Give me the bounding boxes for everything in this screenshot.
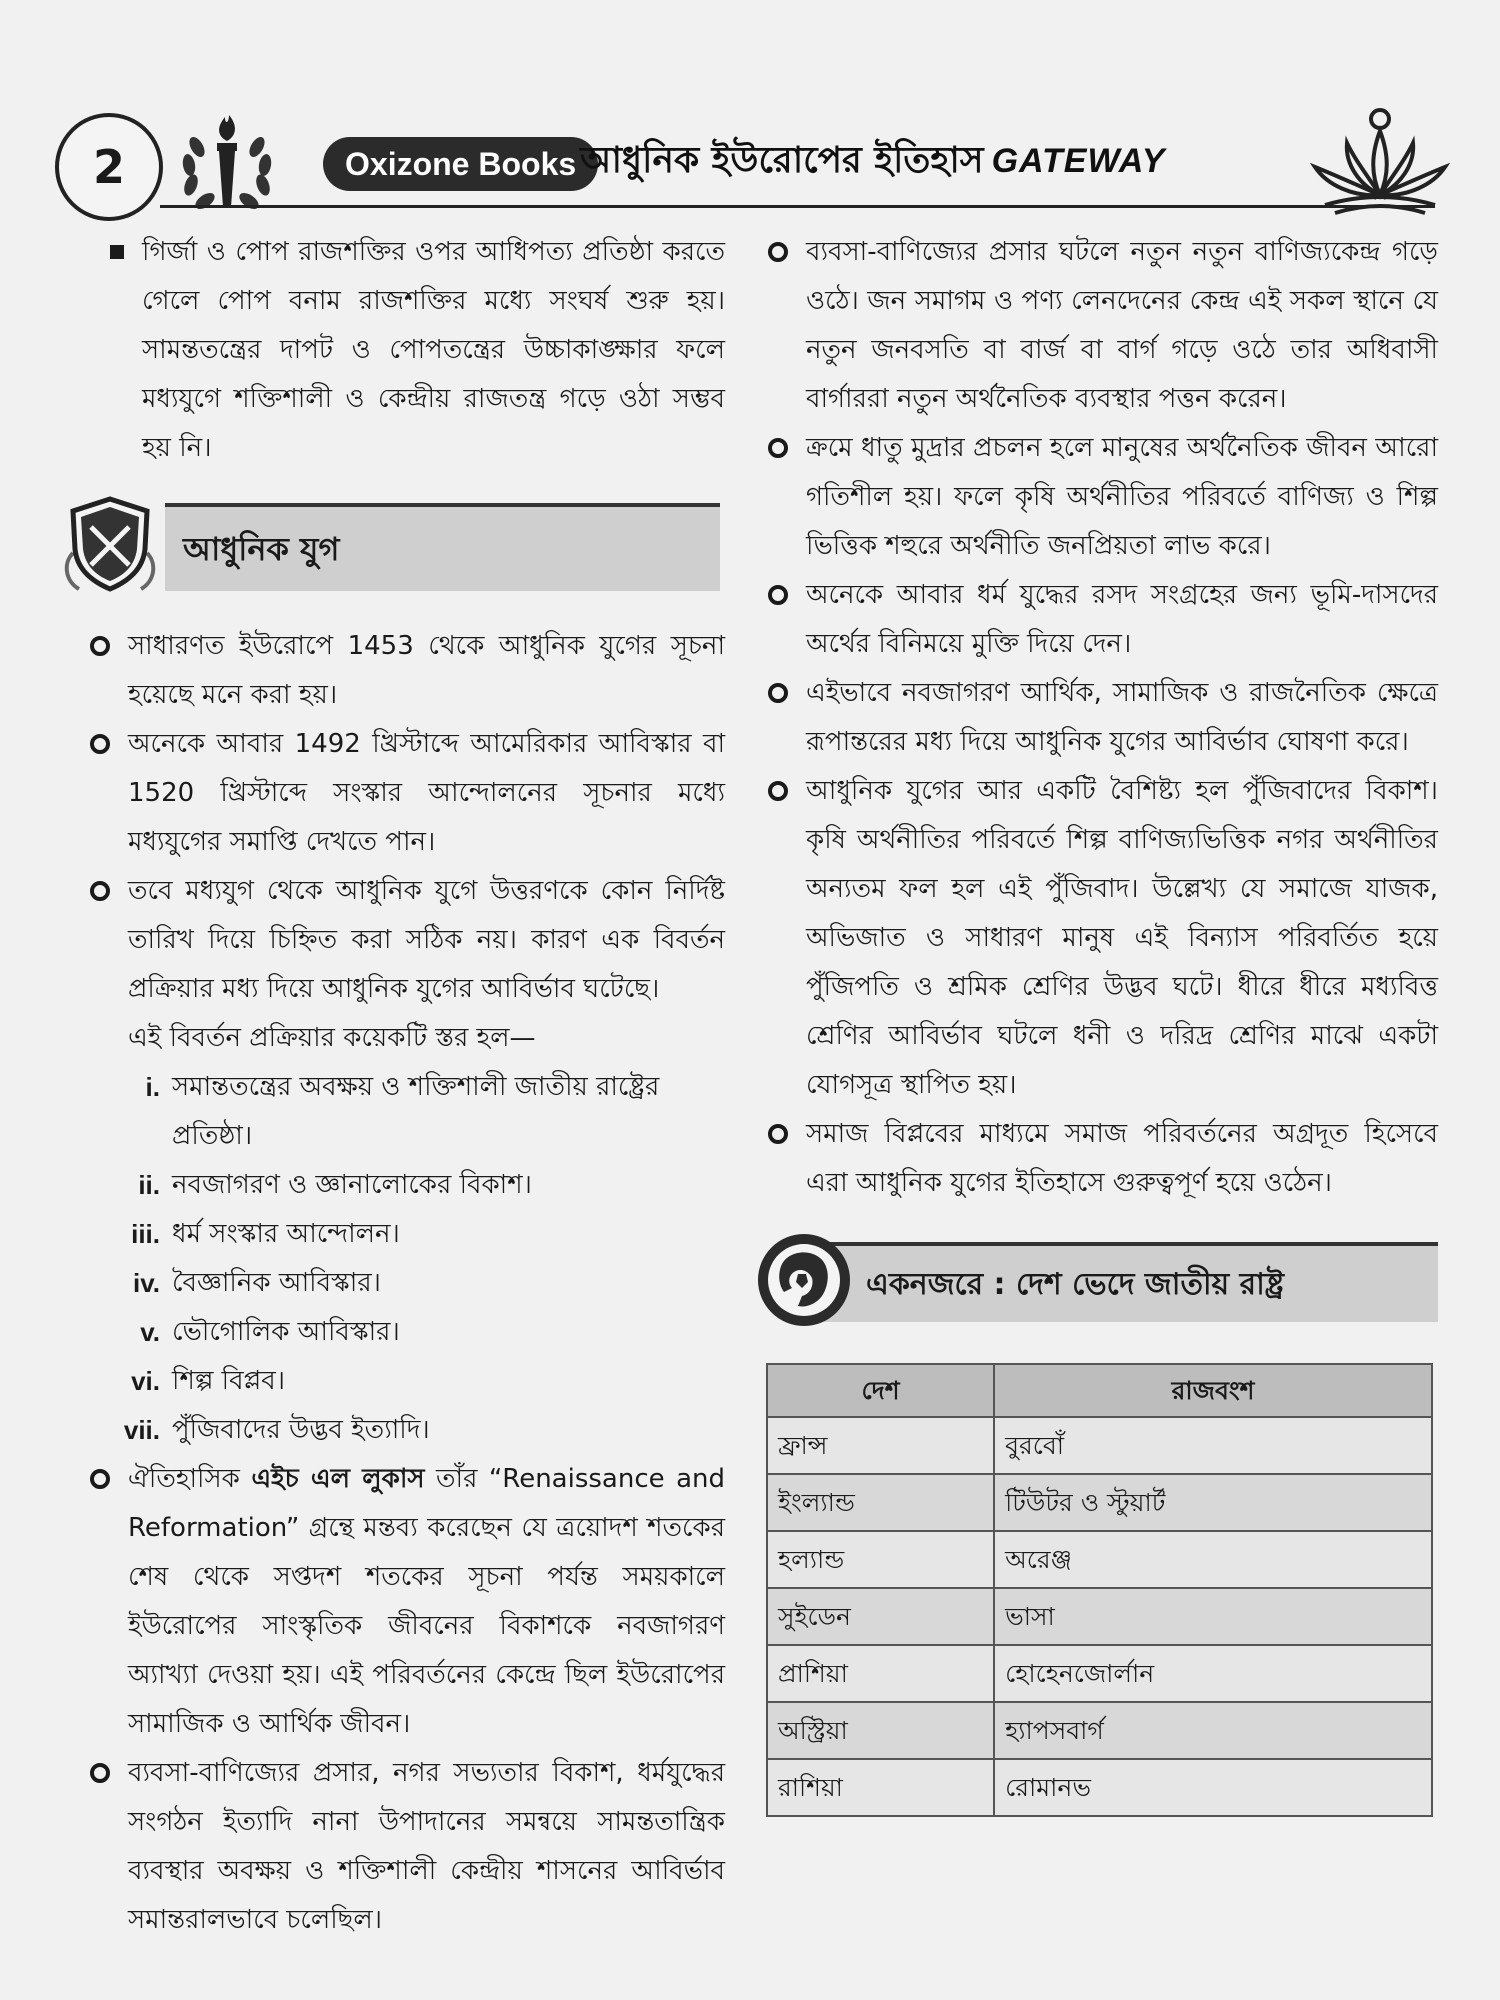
table-cell-country: প্রাশিয়া [767,1645,994,1702]
table-cell-country: সুইডেন [767,1588,994,1645]
left-para-2 [90,720,725,867]
table-row [767,1702,1432,1759]
left-para-3 [90,867,725,1014]
stage-number: iv. [133,1268,160,1298]
table-cell-dynasty: ভাসা [994,1588,1432,1645]
table-header-dynasty: রাজবংশ [994,1364,1432,1417]
stage-item [90,1357,725,1406]
stage-number: v. [140,1317,160,1347]
ring-bullet-icon [90,636,110,656]
table-row [767,1474,1432,1531]
stage-number: ii. [138,1170,160,1200]
ring-bullet-icon [90,1763,110,1783]
table-row [767,1759,1432,1816]
table-cell-country: ইংল্যান্ড [767,1474,994,1531]
box-title-bar [818,1242,1438,1322]
ring-bullet-icon [768,438,788,458]
book-title-suffix: GATEWAY [991,142,1166,180]
left-para-4-lead: ঐতিহাসিক [128,1464,252,1494]
ring-bullet-icon [768,781,788,801]
ring-bullet-icon [768,1124,788,1144]
left-para-5-text: ব্যবসা-বাণিজ্যের প্রসার, নগর সভ্যতার বিকাশ, ধর্মযুদ্ধের সংগঠন ইত্যাদি নানা উপাদানের সমন্বয়ে সামন্ততান্ত্রিক ব্যবস্থার অবক্ষয় ও শক্তিশালী কেন্দ্রীয় শাসনের আবির্ভাব সমান্তরালভাবে চলেছিল। [128,1758,725,1935]
stage-number: vi. [131,1366,160,1396]
stage-item [90,1063,725,1161]
table-cell-country: রাশিয়া [767,1759,994,1816]
table-header-row [767,1364,1432,1417]
intro-bullet [90,228,725,473]
table-cell-dynasty: হোহেনজোর্লান [994,1645,1432,1702]
intro-bullet-text: গির্জা ও পোপ রাজশক্তির ওপর আধিপত্য প্রতিষ্ঠা করতে গেলে পোপ বনাম রাজশক্তির মধ্যে সংঘর্ষ শুরু হয়। সামন্ততন্ত্রের দাপট ও পোপতন্ত্রের উচ্চাকাঙ্ক্ষার ফলে মধ্যযুগে শক্তিশালী ও কেন্দ্রীয় রাজতন্ত্র গড়ে ওঠা সম্ভব হয় নি। [142,237,725,463]
table-header-country: দেশ [767,1364,994,1417]
left-column [90,228,725,1945]
table-cell-dynasty: টিউটর ও স্টুয়ার্ট [994,1474,1432,1531]
left-para-1-text: সাধারণত ইউরোপে 1453 থেকে আধুনিক যুগের সূচনা হয়েছে মনে করা হয়। [128,631,725,710]
table-cell-country: হল্যান্ড [767,1531,994,1588]
shield-swords-icon [55,493,165,598]
stage-item [90,1210,725,1259]
stages-intro: এই বিবর্তন প্রক্রিয়ার কয়েকটি স্তর হল— [128,1023,536,1053]
box-title: একনজরে : দেশ ভেদে জাতীয় রাষ্ট্র [866,1266,1284,1302]
ring-bullet-icon [90,1469,110,1489]
right-para-1-text: ব্যবসা-বাণিজ্যের প্রসার ঘটলে নতুন নতুন বাণিজ্যকেন্দ্র গড়ে ওঠে। জন সমাগম ও পণ্য লেনদেনের কেন্দ্র এই সকল স্থানে যে নতুন জনবসতি বা বার্জ বা বার্গ গড়ে ওঠে তার অধিবাসী বার্গাররা নতুন অর্থনৈতিক ব্যবস্থার পত্তন করেন। [806,237,1438,414]
stage-text: সমান্ততন্ত্রের অবক্ষয় ও শক্তিশালী জাতীয় রাষ্ট্রের প্রতিষ্ঠা। [172,1072,660,1151]
stage-text: ধর্ম সংস্কার আন্দোলন। [172,1219,400,1249]
book-title-text: আধুনিক ইউরোপের ইতিহাস [580,140,984,181]
page-number: 2 [55,113,163,221]
torch-laurel-icon [167,107,287,217]
table-row [767,1417,1432,1474]
right-para-5 [768,767,1438,1110]
book-title [580,133,1165,193]
table-row [767,1588,1432,1645]
ring-bullet-icon [768,683,788,703]
square-bullet-icon [110,245,124,259]
right-para-2-text: ক্রমে ধাতু মুদ্রার প্রচলন হলে মানুষের অর্থনৈতিক জীবন আরো গতিশীল হয়। ফলে কৃষি অর্থনীতির পরিবর্তে বাণিজ্য ও শিল্প ভিত্তিক শহুরে অর্থনীতি জনপ্রিয়তা লাভ করে। [806,433,1438,561]
stage-text: নবজাগরণ ও জ্ঞানালোকের বিকাশ। [172,1170,532,1200]
stage-number: i. [145,1072,160,1102]
right-para-6-text: সমাজ বিপ্লবের মাধ্যমে সমাজ পরিবর্তনের অগ্রদূত হিসেবে এরা আধুনিক যুগের ইতিহাসে গুরুত্বপূর্ণ হয়ে ওঠেন। [806,1119,1438,1198]
table-cell-dynasty: হ্যাপসবার্গ [994,1702,1432,1759]
stage-item [90,1259,725,1308]
stage-item [90,1308,725,1357]
page-header [55,105,1455,220]
section-title: আধুনিক যুগ [183,529,340,568]
right-para-4 [768,669,1438,767]
left-para-1 [90,622,725,720]
table-cell-country: অস্ট্রিয়া [767,1702,994,1759]
stage-text: শিল্প বিপ্লব। [172,1366,286,1396]
stage-item [90,1161,725,1210]
section-title-bar [165,503,720,591]
stage-text: পুঁজিবাদের উদ্ভব ইত্যাদি। [172,1415,430,1445]
stage-item [90,1406,725,1455]
left-para-2-text: অনেকে আবার 1492 খ্রিস্টাব্দে আমেরিকার আবিস্কার বা 1520 খ্রিস্টাব্দে সংস্কার আন্দোলনের সূচনার মধ্যে মধ্যযুগের সমাপ্তি দেখতে পান। [128,729,725,857]
left-para-5 [90,1749,725,1945]
right-para-6 [768,1110,1438,1208]
ring-bullet-icon [768,242,788,262]
historian-name: এইচ এল লুকাস [251,1464,425,1494]
table-cell-country: ফ্রান্স [767,1417,994,1474]
lotus-icon [1305,105,1455,215]
stage-number: vii. [123,1415,160,1445]
ring-bullet-icon [90,734,110,754]
brand-badge: Oxizone Books [323,137,598,191]
right-column [768,228,1438,1817]
right-para-1 [768,228,1438,424]
right-para-3-text: অনেকে আবার ধর্ম যুদ্ধের রসদ সংগ্রহের জন্য ভূমি-দাসদের অর্থের বিনিময়ে মুক্তি দিয়ে দেন। [806,580,1438,659]
header-rule [160,205,1435,208]
left-para-4-text: তাঁর “Renaissance and Reformation” গ্রন্থে মন্তব্য করেছেন যে ত্রয়োদশ শতকের শেষ থেকে সপ্তদশ শতকের সূচনা পর্যন্ত সময়কালে ইউরোপের সাংস্কৃতিক জীবনের বিকাশকে নবজাগরণ অ্যাখ্যা দেওয়া হয়। এই পরিবর্তনের কেন্দ্রে ছিল ইউরোপের সামাজিক ও আর্থিক জীবন। [128,1464,726,1739]
ring-bullet-icon [90,881,110,901]
right-para-5-text: আধুনিক যুগের আর একটি বৈশিষ্ট্য হল পুঁজিবাদের বিকাশ। কৃষি অর্থনীতির পরিবর্তে শিল্প বাণিজ্যভিত্তিক নগর অর্থনীতির অন্যতম ফল হল এই পুঁজিবাদ। উল্লেখ্য যে সমাজে যাজক, অভিজাত ও সাধারণ মানুষ এই বিন্যাস পরিবর্তিত হয়ে পুঁজিপতি ও শ্রমিক শ্রেণির উদ্ভব ঘটে। ধীরে ধীরে মধ্যবিত্ত শ্রেণির আবির্ভাব ঘটলে ধনী ও দরিদ্র শ্রেণির মাঝে একটা যোগসূত্র স্থাপিত হয়। [806,776,1438,1100]
table-cell-dynasty: অরেঞ্জ [994,1531,1432,1588]
right-para-4-text: এইভাবে নবজাগরণ আর্থিক, সামাজিক ও রাজনৈতিক ক্ষেত্রে রূপান্তরের মধ্য দিয়ে আধুনিক যুগের আবির্ভাব ঘোষণা করে। [806,678,1438,757]
section-heading-modern-era [55,493,745,598]
right-para-2 [768,424,1438,571]
stage-text: ভৌগোলিক আবিস্কার। [172,1317,400,1347]
lion-icon [758,1234,850,1326]
left-para-3-text: তবে মধ্যযুগ থেকে আধুনিক যুগে উত্তরণকে কোন নির্দিষ্ট তারিখ দিয়ে চিহ্নিত করা সঠিক নয়। কারণ এক বিবর্তন প্রক্রিয়ার মধ্য দিয়ে আধুনিক যুগের আবির্ভাব ঘটেছে। [128,876,725,1004]
left-para-4 [90,1455,725,1749]
ring-bullet-icon [768,585,788,605]
table-row [767,1645,1432,1702]
table-row [767,1531,1432,1588]
table-cell-dynasty: বুরবোঁ [994,1417,1432,1474]
stage-text: বৈজ্ঞানিক আবিস্কার। [172,1268,381,1298]
table-cell-dynasty: রোমানভ [994,1759,1432,1816]
right-para-3 [768,571,1438,669]
stage-number: iii. [131,1219,160,1249]
dynasty-table [766,1363,1433,1817]
box-heading [758,1234,1438,1329]
